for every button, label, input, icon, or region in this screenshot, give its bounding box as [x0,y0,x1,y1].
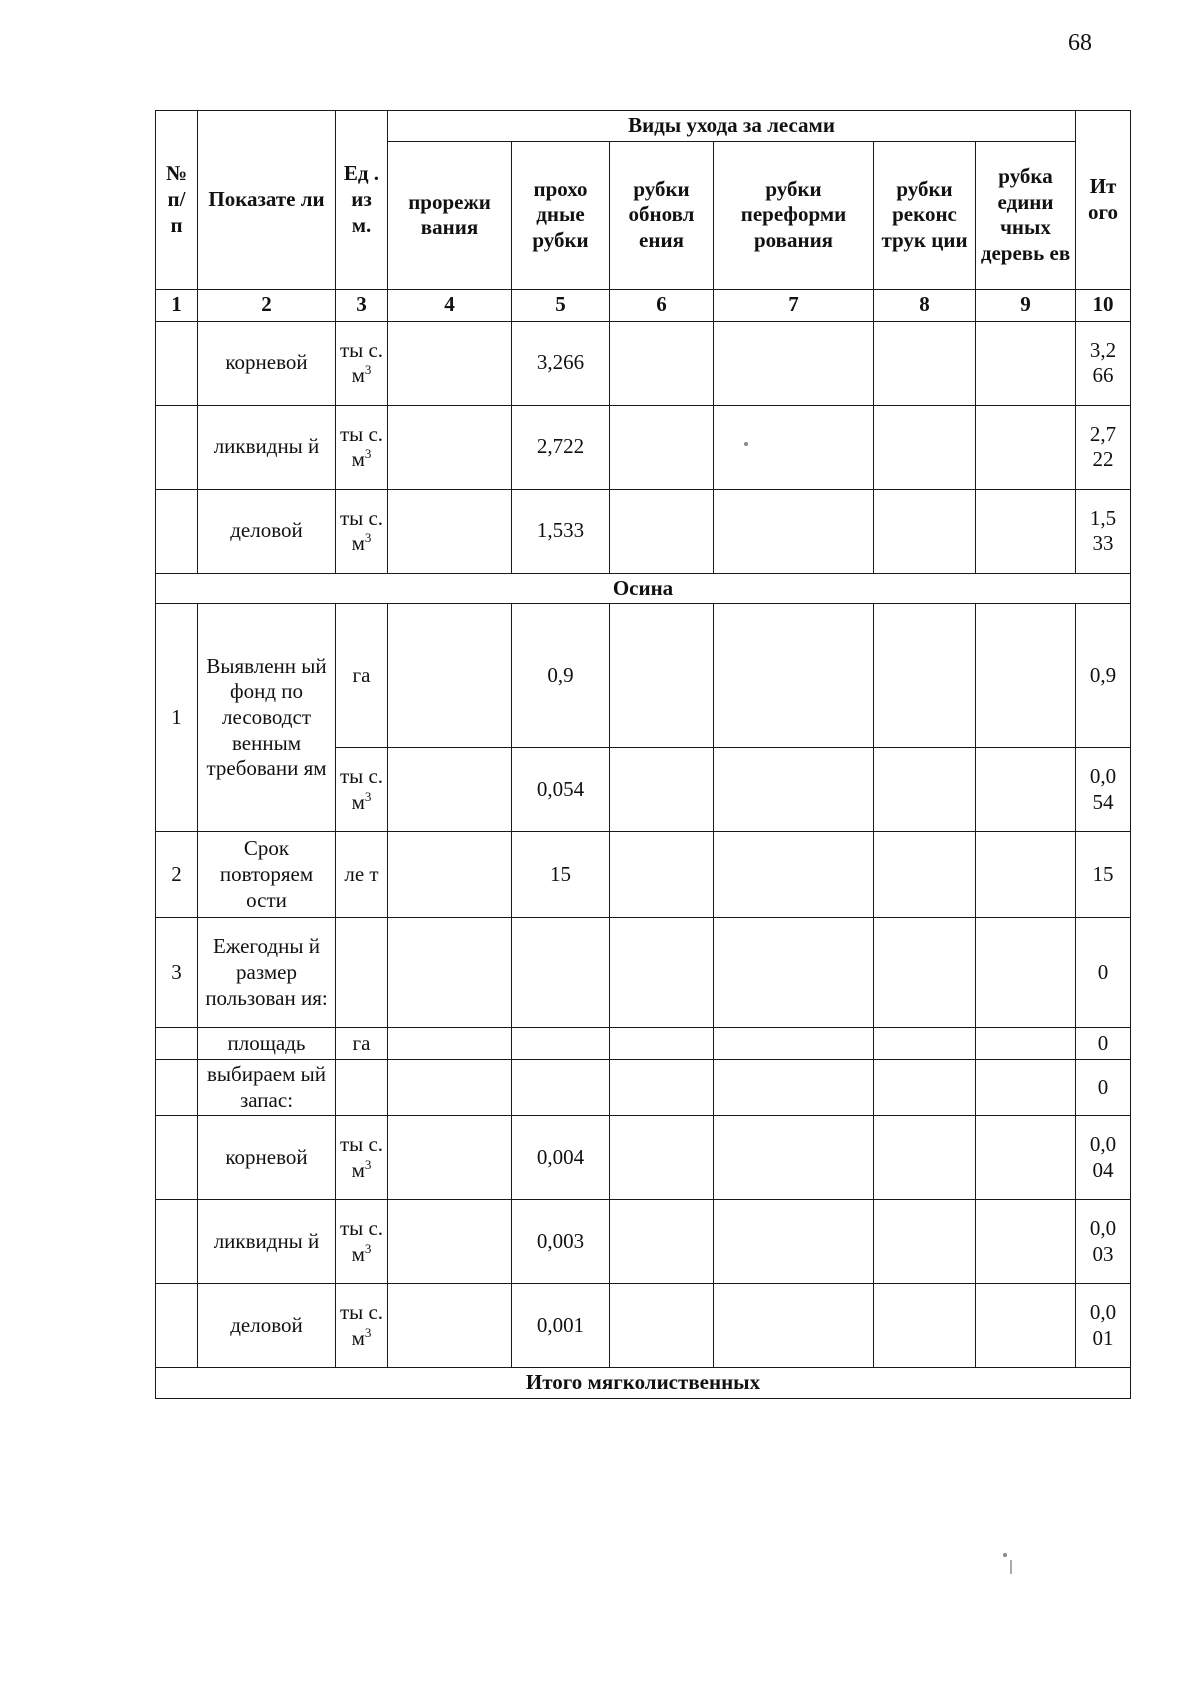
total-value: 0,0 01 [1076,1284,1131,1368]
scan-speck [1010,1560,1012,1574]
total-value: 2,7 22 [1076,405,1131,489]
row-label: Выявленн ый фонд по лесоводст венным требовани ям [198,604,336,832]
scan-speck [1003,1553,1007,1557]
row-number: 1 [156,604,198,832]
unit-cell [336,405,388,489]
passage-value: 0,001 [512,1284,610,1368]
header-thinning: прорежи вания [388,141,512,289]
column-number: 10 [1076,289,1131,321]
unit-cell [336,748,388,832]
passage-value: 0,9 [512,604,610,748]
unit-text: ты с. м [339,421,384,472]
scan-speck [744,442,748,446]
passage-value: 2,722 [512,405,610,489]
header-reform: рубки переформи рования [714,141,874,289]
forest-care-table [155,110,1131,1399]
row-label: корневой [198,1116,336,1200]
row-number: 3 [156,918,198,1028]
unit-superscript: 3 [364,362,372,378]
table-row [156,918,1131,1028]
column-number: 5 [512,289,610,321]
column-number: 7 [714,289,874,321]
table-row [156,1200,1131,1284]
table-row [156,832,1131,918]
header-unit: Ед . из м. [336,111,388,290]
row-label: корневой [198,321,336,405]
passage-value: 1,533 [512,489,610,573]
header-group-title: Виды ухода за лесами [388,111,1076,142]
total-value: 0 [1076,1060,1131,1116]
row-label: Срок повторяем ости [198,832,336,918]
total-value: 0,0 54 [1076,748,1131,832]
table-row [156,1116,1131,1200]
row-label: выбираем ый запас: [198,1060,336,1116]
total-value: 0,0 04 [1076,1116,1131,1200]
row-label: деловой [198,1284,336,1368]
table-row [156,604,1131,748]
passage-value: 0,004 [512,1116,610,1200]
unit-cell: га [336,604,388,748]
unit-superscript: 3 [364,788,372,804]
row-label: ликвидны й [198,405,336,489]
column-number: 3 [336,289,388,321]
unit-cell: ле т [336,832,388,918]
unit-text: ты с. м [339,1132,384,1182]
unit-cell [336,1284,388,1368]
unit-superscript: 3 [364,1240,372,1256]
table-row [156,321,1131,405]
header-passage: прохо дные рубки [512,141,610,289]
header-no: № п/ п [156,111,198,290]
table-row [156,1284,1131,1368]
header-renewal: рубки обновл ения [610,141,714,289]
row-label: Ежегодны й размер пользован ия: [198,918,336,1028]
column-number: 1 [156,289,198,321]
table-row [156,1028,1131,1060]
unit-text: ты с. м [339,1216,384,1266]
passage-value: 0,054 [512,748,610,832]
unit-superscript: 3 [364,446,372,462]
unit-cell [336,321,388,405]
column-number: 8 [874,289,976,321]
table-row [156,489,1131,573]
unit-cell [336,489,388,573]
unit-superscript: 3 [364,1324,372,1340]
section-title-aspen: Осина [156,573,1131,604]
unit-superscript: 3 [364,530,372,546]
unit-text: ты с. м [339,505,384,556]
total-value: 1,5 33 [1076,489,1131,573]
unit-text: ты с. м [339,764,384,814]
total-value: 15 [1076,832,1131,918]
header-indicators: Показате ли [198,111,336,290]
unit-superscript: 3 [364,1156,372,1172]
unit-cell: га [336,1028,388,1060]
row-label: деловой [198,489,336,573]
passage-value: 3,266 [512,321,610,405]
passage-value: 15 [512,832,610,918]
table-row [156,1060,1131,1116]
header-reconstruction: рубки реконс трук ции [874,141,976,289]
row-label: площадь [198,1028,336,1060]
total-value: 0 [1076,1028,1131,1060]
row-label: ликвидны й [198,1200,336,1284]
row-number: 2 [156,832,198,918]
section-title-softwood-total: Итого мягколиственных [156,1368,1131,1399]
table-row [156,405,1131,489]
unit-text: ты с. м [339,1300,384,1350]
unit-text: ты с. м [339,337,384,388]
unit-cell [336,1116,388,1200]
column-number: 6 [610,289,714,321]
page-number: 68 [1068,30,1092,56]
header-single-trees: рубка едини чных деревь ев [976,141,1076,289]
total-value: 3,2 66 [1076,321,1131,405]
column-number: 2 [198,289,336,321]
total-value: 0,0 03 [1076,1200,1131,1284]
column-number: 4 [388,289,512,321]
column-number: 9 [976,289,1076,321]
unit-cell [336,1200,388,1284]
total-value: 0 [1076,918,1131,1028]
passage-value: 0,003 [512,1200,610,1284]
total-value: 0,9 [1076,604,1131,748]
header-total: Ит ого [1076,111,1131,290]
